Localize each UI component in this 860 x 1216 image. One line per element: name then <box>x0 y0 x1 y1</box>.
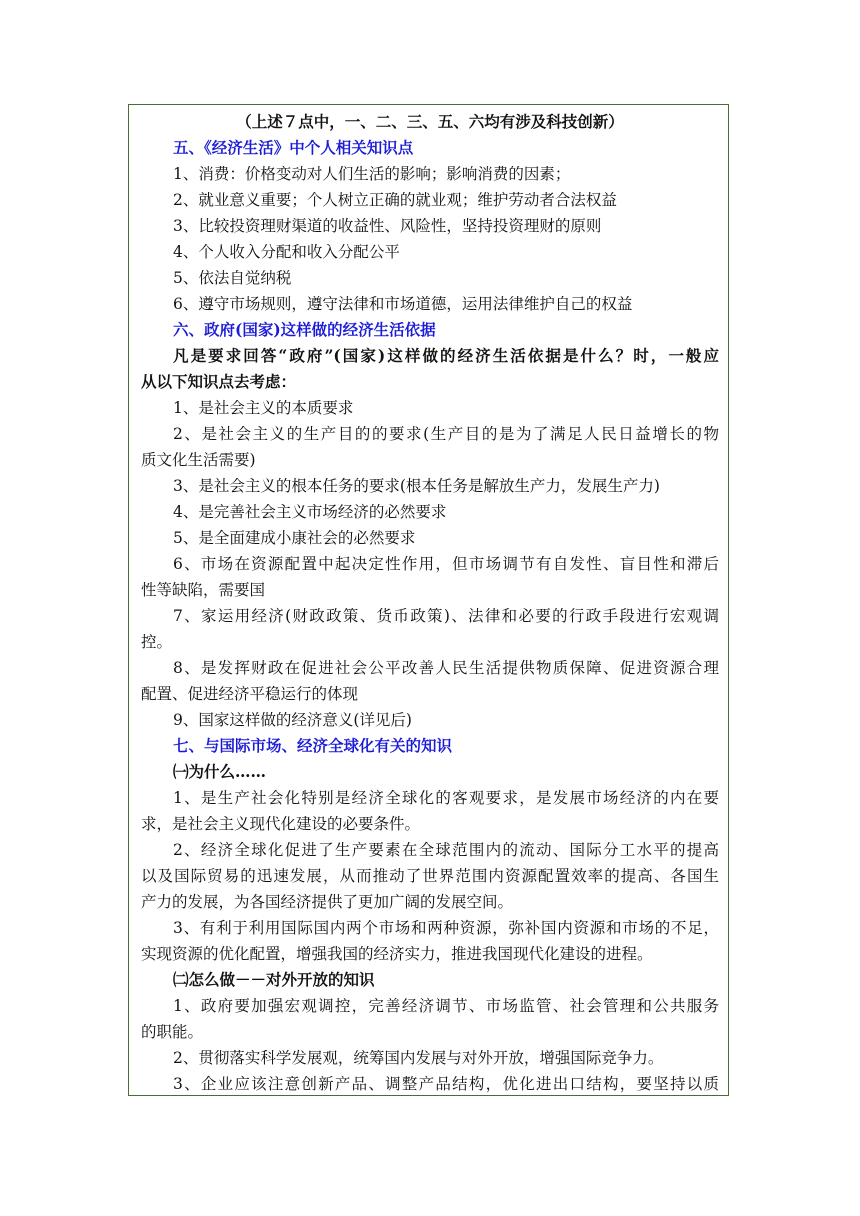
text-line: 1、政府要加强宏观调控，完善经济调节、市场监管、社会管理和公共服务 <box>173 997 719 1015</box>
text-line: 4、是完善社会主义市场经济的必然要求 <box>173 503 447 521</box>
note-line: （上述７点中，一、二、三、五、六均有涉及科技创新） <box>236 112 624 131</box>
text-line: 1、是社会主义的本质要求 <box>173 399 354 417</box>
text-line: 的职能。 <box>141 1023 204 1041</box>
text-line: 3、企业应该注意创新产品、调整产品结构，优化进出口结构，要坚持以质 <box>173 1075 719 1093</box>
text-line: 性等缺陷，需要国 <box>141 581 266 599</box>
text-line: 6、遵守市场规则，遵守法律和市场道德，运用法律维护自己的权益 <box>173 295 633 313</box>
text-line: 3、是社会主义的根本任务的要求(根本任务是解放生产力，发展生产力) <box>173 477 660 495</box>
text-line: 5、是全面建成小康社会的必然要求 <box>173 529 416 547</box>
text-line: 6、市场在资源配置中起决定性作用，但市场调节有自发性、盲目性和滞后 <box>173 555 719 573</box>
section-heading-5: 五、《经济生活》中个人相关知识点 <box>173 138 414 157</box>
bold-intro-line: 从以下知识点去考虑： <box>141 372 297 391</box>
section-heading-7: 七、与国际市场、经济全球化有关的知识 <box>173 736 453 755</box>
text-line: 以及国际贸易的迅速发展，从而推动了世界范围内资源配置效率的提高、各国生 <box>141 867 719 885</box>
text-line: 5、依法自觉纳税 <box>173 269 292 287</box>
text-line: 2、就业意义重要；个人树立正确的就业观；维护劳动者合法权益 <box>173 191 617 209</box>
text-line: 3、有利于利用国际国内两个市场和两种资源，弥补国内资源和市场的不足， <box>173 919 719 937</box>
text-line: 9、国家这样做的经济意义(详见后) <box>173 711 412 729</box>
text-line: 3、比较投资理财渠道的收益性、风险性，坚持投资理财的原则 <box>173 217 602 235</box>
bold-intro-line: 凡是要求回答“政府”(国家)这样做的经济生活依据是什么？时，一般应 <box>173 346 719 365</box>
subheading-how: ㈡怎么做－－对外开放的知识 <box>173 970 375 989</box>
text-line: 产力的发展，为各国经济提供了更加广阔的发展空间。 <box>141 893 514 911</box>
text-line: 1、消费：价格变动对人们生活的影响；影响消费的因素； <box>173 165 571 183</box>
text-line: 2、是社会主义的生产目的的要求(生产目的是为了满足人民日益增长的物 <box>173 425 719 443</box>
text-line: 1、是生产社会化特别是经济全球化的客观要求，是发展市场经济的内在要 <box>173 789 719 807</box>
text-line: 2、经济全球化促进了生产要素在全球范围内的流动、国际分工水平的提高 <box>173 841 719 859</box>
document-body <box>141 109 719 1096</box>
text-line: 8、是发挥财政在促进社会公平改善人民生活提供物质保障、促进资源合理 <box>173 659 719 677</box>
section-heading-6: 六、政府(国家)这样做的经济生活依据 <box>173 320 436 339</box>
text-line: 配置、促进经济平稳运行的体现 <box>141 685 359 703</box>
text-line: 质文化生活需要) <box>141 451 256 469</box>
text-line: 求，是社会主义现代化建设的必要条件。 <box>141 815 421 833</box>
subheading-why: ㈠为什么…… <box>173 762 267 781</box>
text-line: 控。 <box>141 633 173 651</box>
text-line: 7、家运用经济(财政政策、货币政策)、法律和必要的行政手段进行宏观调 <box>173 607 719 625</box>
content-frame <box>128 104 729 1096</box>
text-line: 实现资源的优化配置，增强我国的经济实力，推进我国现代化建设的进程。 <box>141 945 653 963</box>
text-line: 2、贯彻落实科学发展观，统筹国内发展与对外开放，增强国际竞争力。 <box>173 1049 664 1067</box>
text-line: 4、个人收入分配和收入分配公平 <box>173 243 400 261</box>
